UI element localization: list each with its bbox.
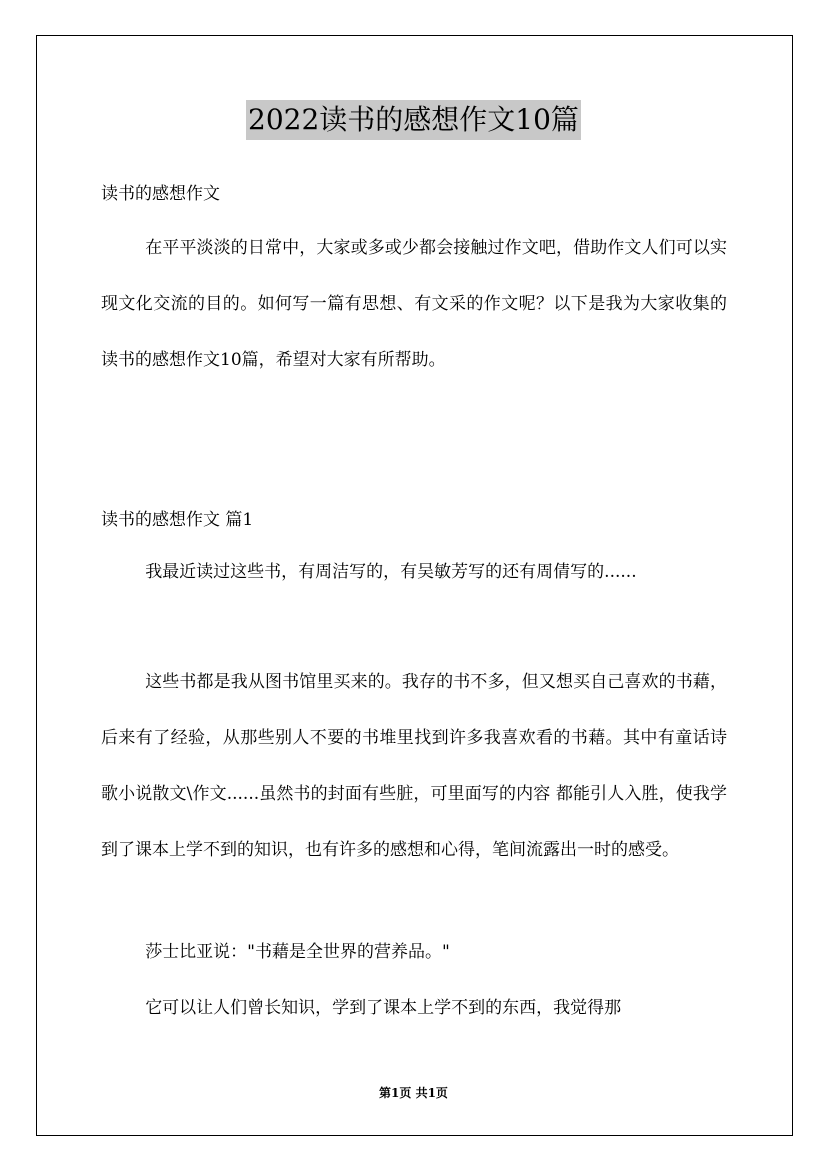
body-paragraph-4: 它可以让人们曾长知识，学到了课本上学不到的东西，我觉得那 [145,998,622,1018]
section-heading-article-1: 读书的感想作文 篇1 [101,510,254,530]
intro-paragraph: 在平平淡淡的日常中，大家或多或少都会接触过作文吧，借助作文人们可以实现文化交流的目的。如何写一篇有思想、有文采的作文呢？以下是我为大家收集的读书的感想作文10篇，希望对大家有所帮助。 [101,238,727,370]
body-paragraph-1: 我最近读过这些书，有周洁写的，有吴敏芳写的还有周倩写的...... [145,562,637,582]
section-heading-intro: 读书的感想作文 [101,184,220,204]
page-footer: 第1页 共1页 [379,1086,448,1100]
title-container [0,100,827,140]
body-paragraph-2: 这些书都是我从图书馆里买来的。我存的书不多，但又想买自己喜欢的书藉，后来有了经验，从那些别人不要的书堆里找到许多我喜欢看的书藉。其中有童话诗歌小说散文\作文......虽然书的封面有些脏，可里面写的内容 都能引人入胜，使我学到了课本上学不到的知识，也有许多的感想和心得，笔间流露出一时的感受。 [101,672,727,860]
document-title: 2022读书的感想作文10篇 [246,100,581,140]
body-paragraph-3: 莎士比亚说："书藉是全世界的营养品。" [145,942,450,962]
